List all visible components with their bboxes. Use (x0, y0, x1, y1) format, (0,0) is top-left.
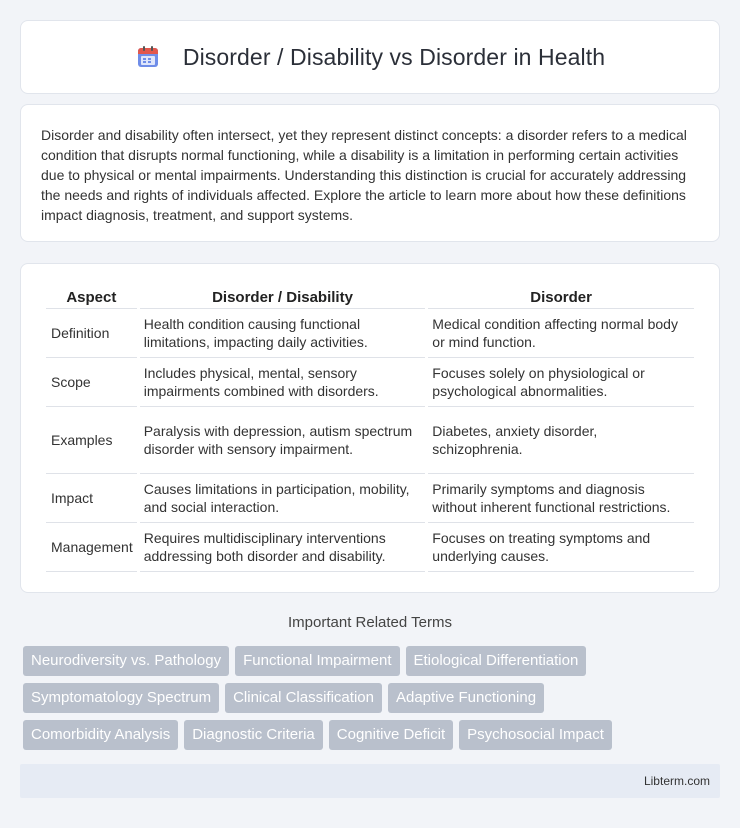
table-row (46, 407, 694, 474)
tag-link[interactable]: Cognitive Deficit (329, 720, 453, 750)
footer-brand-link[interactable]: Libterm.com (643, 774, 710, 788)
table-row (46, 358, 694, 407)
row-disorder: Diabetes, anxiety disorder, schizophrenia. (428, 407, 694, 474)
footer (20, 764, 720, 798)
row-aspect: Scope (46, 358, 137, 407)
tag-link[interactable]: Diagnostic Criteria (184, 720, 323, 750)
tag-link[interactable]: Comorbidity Analysis (23, 720, 178, 750)
row-disorder: Medical condition affecting normal body or mind function. (428, 309, 694, 358)
tag-link[interactable]: Symptomatology Spectrum (23, 683, 219, 713)
tag-row (23, 683, 723, 713)
row-disorder: Focuses on treating symptoms and underlying causes. (428, 523, 694, 572)
page-header (20, 20, 720, 94)
table-row (46, 309, 694, 358)
intro-section (20, 104, 720, 242)
row-disorder: Focuses solely on physiological or psychological abnormalities. (428, 358, 694, 407)
row-aspect: Management (46, 523, 137, 572)
intro-text: Disorder and disability often intersect, yet they represent distinct concepts: a disorder refers to a medical condition that disrupts normal functioning, while a disability is a limitation in performing certain activities due to physical or mental impairments. Understanding this distinction is crucial for accurately addressing the needs and rights of individuals affected. Explore the article to learn more about how these definitions impact diagnosis, treatment, and support systems. (41, 127, 687, 223)
row-disorder-disability: Paralysis with depression, autism spectrum disorder with sensory impairment. (140, 407, 426, 474)
page-title: Disorder / Disability vs Disorder in Health (182, 43, 606, 70)
tag-link[interactable]: Etiological Differentiation (406, 646, 587, 676)
header-aspect: Aspect (46, 284, 137, 309)
tag-link[interactable]: Functional Impairment (235, 646, 399, 676)
calendar-icon (135, 44, 161, 70)
tag-row (23, 646, 723, 676)
table-row (46, 474, 694, 523)
row-disorder-disability: Includes physical, mental, sensory impairments combined with disorders. (140, 358, 426, 407)
row-aspect: Definition (46, 309, 137, 358)
tag-link[interactable]: Neurodiversity vs. Pathology (23, 646, 229, 676)
tag-link[interactable]: Adaptive Functioning (388, 683, 544, 713)
row-disorder: Primarily symptoms and diagnosis without inherent functional restrictions. (428, 474, 694, 523)
table-row (46, 523, 694, 572)
row-aspect: Impact (46, 474, 137, 523)
related-terms-title: Important Related Terms (288, 614, 452, 631)
comparison-table (43, 284, 697, 572)
header-disorder-disability: Disorder / Disability (140, 284, 426, 309)
row-disorder-disability: Health condition causing functional limitations, impacting daily activities. (140, 309, 426, 358)
tag-link[interactable]: Clinical Classification (225, 683, 382, 713)
related-terms-tags (23, 646, 723, 757)
comparison-table-card (20, 263, 720, 593)
row-disorder-disability: Requires multidisciplinary interventions addressing both disorder and disability. (140, 523, 426, 572)
row-aspect: Examples (46, 407, 137, 474)
tag-link[interactable]: Psychosocial Impact (459, 720, 612, 750)
header-disorder: Disorder (428, 284, 694, 309)
row-disorder-disability: Causes limitations in participation, mobility, and social interaction. (140, 474, 426, 523)
tag-row (23, 720, 723, 750)
